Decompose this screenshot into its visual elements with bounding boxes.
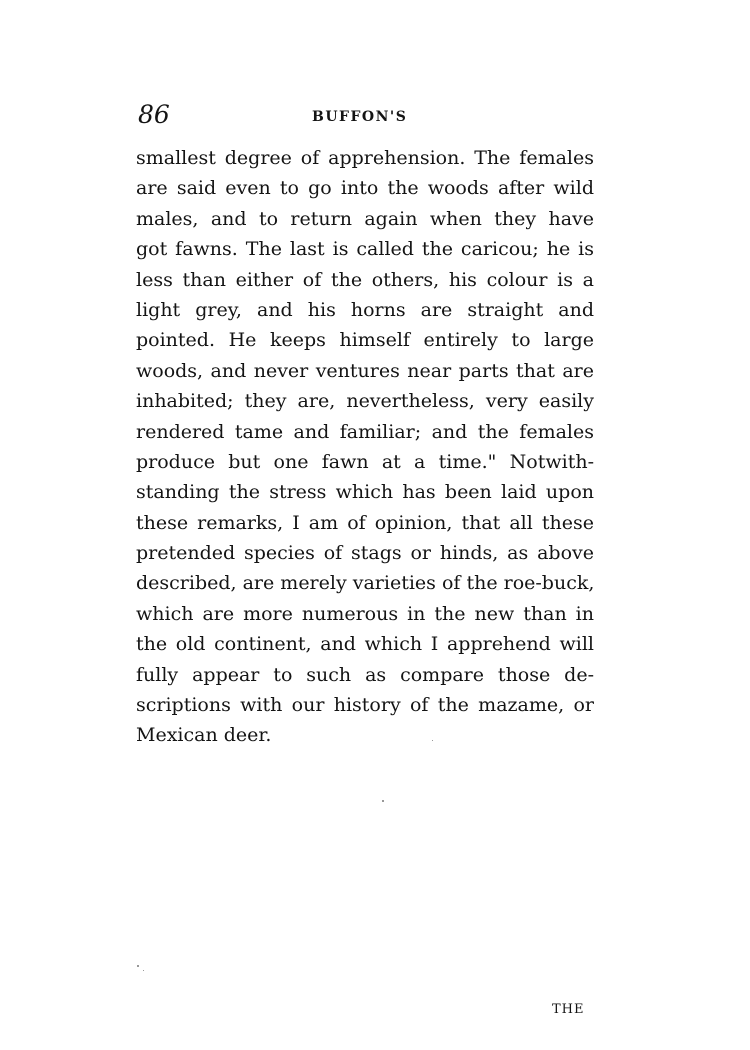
text-line: inhabited; they are, nevertheless, very easily [136, 390, 594, 413]
running-head: BUFFON'S [312, 109, 408, 125]
text-line: standing the stress which has been laid upon [136, 481, 594, 504]
text-line: less than either of the others, his colour is a [136, 268, 594, 291]
text-line: described, are merely varieties of the roe-buck, [136, 572, 594, 595]
text-line: which are more numerous in the new than in [136, 602, 594, 625]
text-line: pointed. He keeps himself entirely to large [136, 329, 594, 352]
catchword: THE [552, 1002, 585, 1017]
text-line: woods, and never ventures near parts that are [136, 359, 594, 382]
text-line: rendered tame and familiar; and the females [136, 420, 594, 443]
paper-speck [432, 740, 433, 741]
text-line: males, and to return again when they have [136, 207, 594, 230]
paper-speck [137, 965, 139, 967]
page-number: 86 [138, 100, 170, 129]
text-line: pretended species of stags or hinds, as above [136, 542, 594, 565]
text-line: these remarks, I am of opinion, that all these [136, 511, 594, 534]
paper-speck [143, 970, 144, 971]
text-line: fully appear to such as compare those de- [136, 663, 594, 686]
text-line: smallest degree of apprehension. The females [136, 147, 594, 169]
text-line: produce but one fawn at a time." Notwith- [136, 450, 594, 473]
text-line: the old continent, and which I apprehend will [136, 633, 594, 656]
text-line: are said even to go into the woods after wild [136, 177, 594, 200]
text-line: got fawns. The last is called the caricou; he is [136, 238, 594, 261]
text-line: Mexican deer. [136, 724, 272, 747]
text-line: light grey, and his horns are straight and [136, 298, 594, 321]
body-text [136, 143, 594, 751]
text-line: scriptions with our history of the mazame, or [136, 694, 594, 717]
paper-speck [382, 800, 384, 802]
